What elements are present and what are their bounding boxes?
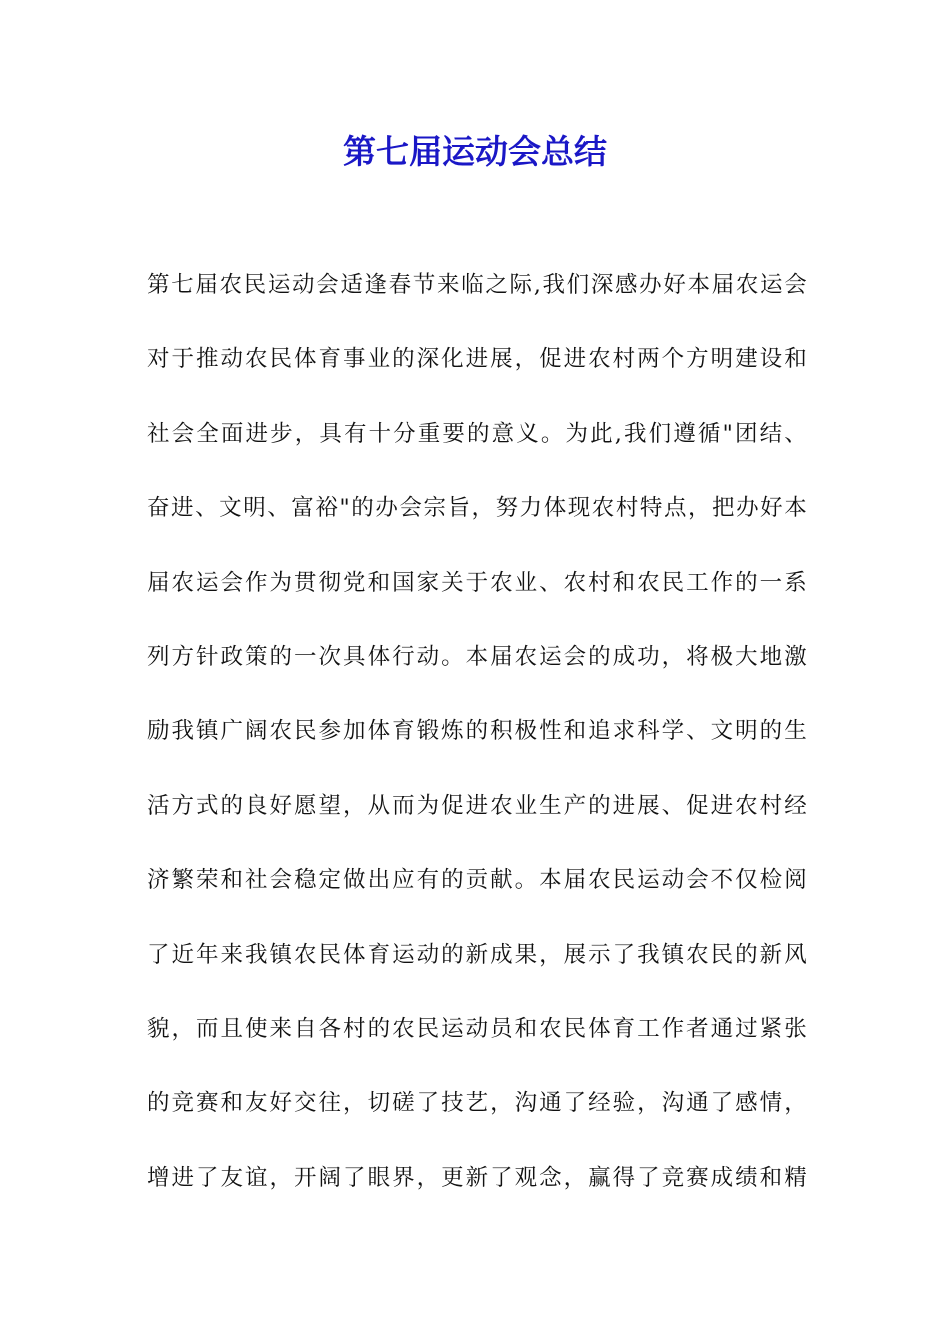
body-line-13: 增进了友谊，开阔了眼界，更新了观念，赢得了竞赛成绩和精 <box>147 1164 807 1191</box>
document-title: 第七届运动会总结 <box>343 132 607 171</box>
body-line-3: 社会全面进步，具有十分重要的意义。为此,我们遵循"团结、 <box>147 420 807 447</box>
body-line-8: 活方式的良好愿望，从而为促进农业生产的进展、促进农村经 <box>147 792 807 819</box>
body-line-1: 第七届农民运动会适逢春节来临之际,我们深感办好本届农运会 <box>147 272 807 298</box>
body-line-5: 届农运会作为贯彻党和国家关于农业、农村和农民工作的一系 <box>147 569 807 596</box>
body-line-6: 列方针政策的一次具体行动。本届农运会的成功，将极大地激 <box>147 643 807 670</box>
body-line-7: 励我镇广阔农民参加体育锻炼的积极性和追求科学、文明的生 <box>147 718 807 745</box>
body-line-12: 的竞赛和友好交往，切磋了技艺，沟通了经验，沟通了感情， <box>147 1090 807 1117</box>
body-line-10: 了近年来我镇农民体育运动的新成果，展示了我镇农民的新风 <box>147 941 807 968</box>
body-line-11: 貌，而且使来自各村的农民运动员和农民体育工作者通过紧张 <box>147 1015 807 1042</box>
document-body <box>147 262 807 1229</box>
body-line-2: 对于推动农民体育事业的深化进展，促进农村两个方明建设和 <box>147 346 807 373</box>
body-line-9: 济繁荣和社会稳定做出应有的贡献。本届农民运动会不仅检阅 <box>147 867 807 894</box>
body-line-4: 奋进、文明、富裕"的办会宗旨，努力体现农村特点，把办好本 <box>147 495 807 522</box>
